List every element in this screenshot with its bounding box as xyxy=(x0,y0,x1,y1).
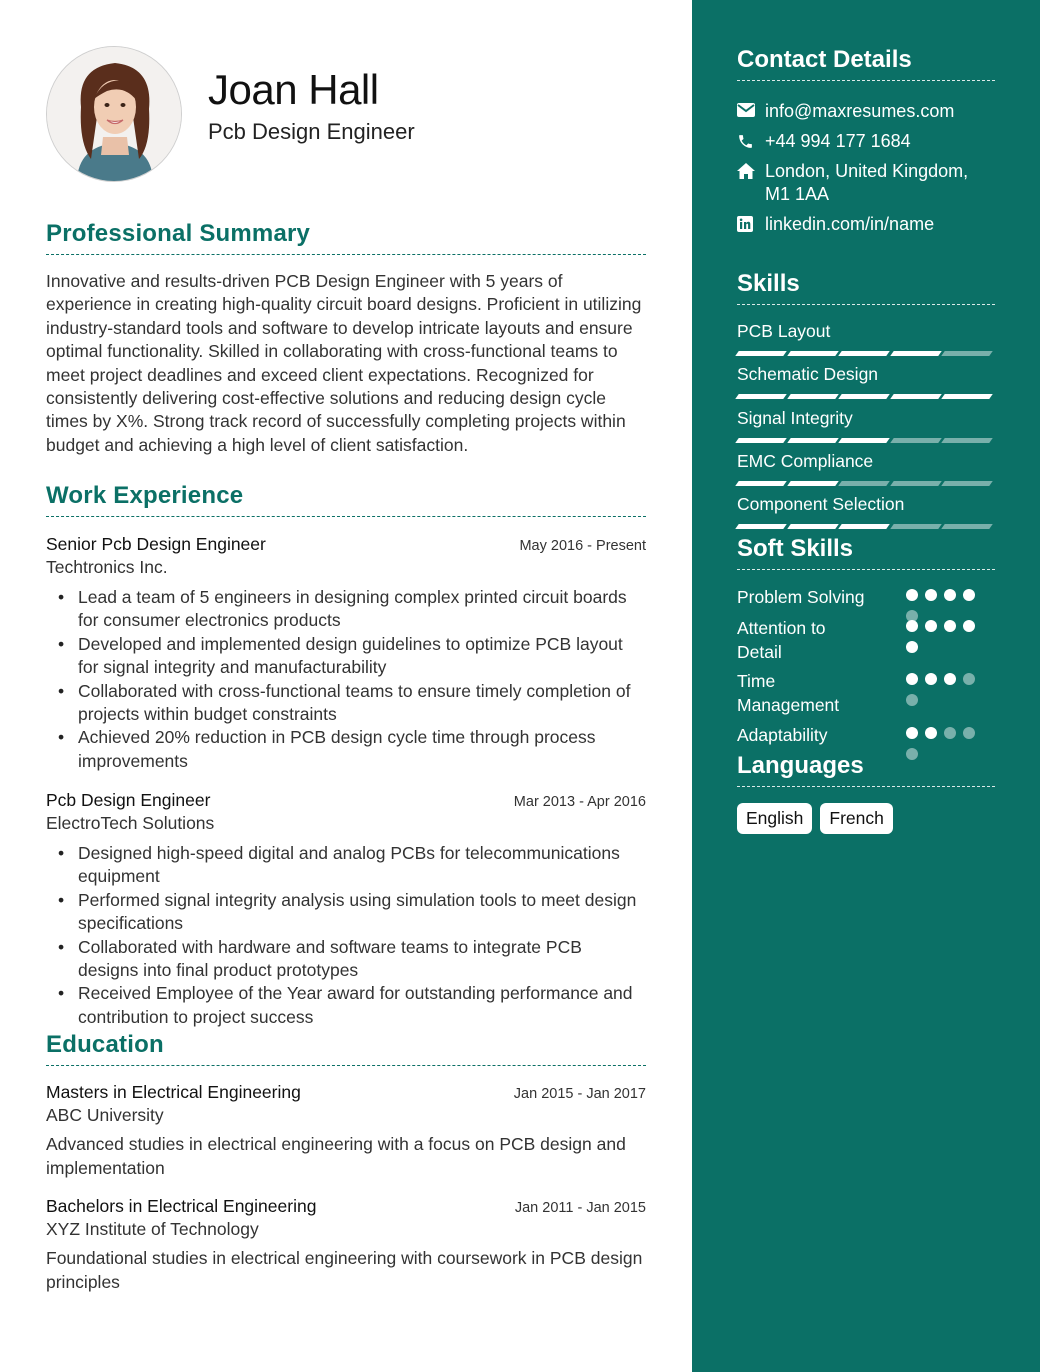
email-text[interactable]: info@maxresumes.com xyxy=(765,101,955,121)
soft-skill-dot xyxy=(906,641,918,653)
soft-skill-dot xyxy=(944,620,956,632)
skill-level-bar xyxy=(787,394,838,399)
soft-skill-dot xyxy=(925,727,937,739)
summary-heading: Professional Summary xyxy=(46,220,646,255)
phone-icon xyxy=(737,130,765,150)
skill-level-bar xyxy=(787,351,838,356)
bullet-item: • Received Employee of the Year award for outstanding performance and contribution to project success xyxy=(46,982,646,1029)
skill-level-bar xyxy=(735,394,786,399)
skill-level-bar xyxy=(890,394,941,399)
soft-skill-dot xyxy=(906,727,918,739)
skill-level-bars xyxy=(737,394,997,399)
skill-level-bar xyxy=(890,351,941,356)
soft-skill-name: Adaptability xyxy=(737,725,828,745)
linkedin-icon xyxy=(737,213,765,232)
skill-level-bar xyxy=(890,438,941,443)
soft-skills-heading: Soft Skills xyxy=(737,535,995,570)
education-description: Foundational studies in electrical engineering with coursework in PCB design principles xyxy=(46,1248,643,1292)
job-date: May 2016 - Present xyxy=(519,538,646,554)
languages-heading: Languages xyxy=(737,752,995,787)
bullet-item: • Developed and implemented design guidelines to optimize PCB layout for signal integrity and manufacturability xyxy=(46,633,646,680)
soft-skill-dot xyxy=(963,589,975,601)
skill-level-bar xyxy=(735,481,786,486)
degree-name: Masters in Electrical Engineering xyxy=(46,1082,301,1102)
contact-linkedin xyxy=(737,213,997,236)
home-icon xyxy=(737,160,765,179)
school-name: ABC University xyxy=(46,1105,164,1125)
skill-level-bar xyxy=(787,524,838,529)
skill-level-bar xyxy=(941,438,992,443)
soft-skill-dot xyxy=(963,673,975,685)
skill-level-bar xyxy=(941,481,992,486)
skill-level-bars xyxy=(737,524,997,529)
soft-skill-item xyxy=(737,669,1007,717)
bullet-item: • Achieved 20% reduction in PCB design cycle time through process improvements xyxy=(46,726,646,773)
job-bullets xyxy=(46,586,646,773)
job-bullets xyxy=(46,842,646,1029)
skill-item xyxy=(737,364,997,399)
soft-skill-item xyxy=(737,723,1007,747)
soft-skill-dot xyxy=(944,589,956,601)
skill-level-bar xyxy=(941,524,992,529)
experience-heading: Work Experience xyxy=(46,482,646,517)
soft-skill-dot xyxy=(963,727,975,739)
soft-skill-dot xyxy=(925,620,937,632)
job-title: Senior Pcb Design Engineer xyxy=(46,534,266,554)
skill-item xyxy=(737,494,997,529)
skill-name: PCB Layout xyxy=(737,321,831,341)
skill-level-bar xyxy=(890,481,941,486)
education-date: Jan 2011 - Jan 2015 xyxy=(514,1200,646,1216)
bullet-item: • Collaborated with cross-functional teams to ensure timely completion of projects within budget constraints xyxy=(46,680,646,727)
soft-skill-dot xyxy=(906,589,918,601)
avatar-illustration xyxy=(47,47,182,182)
phone-text: +44 994 177 1684 xyxy=(765,131,911,151)
contact-heading: Contact Details xyxy=(737,46,995,81)
skill-level-bar xyxy=(838,438,889,443)
education-date: Jan 2015 - Jan 2017 xyxy=(513,1086,646,1102)
skill-level-bar xyxy=(941,351,992,356)
experience-item xyxy=(46,534,646,773)
company-name: Techtronics Inc. xyxy=(46,557,168,577)
contact-address xyxy=(737,160,997,206)
summary-text: Innovative and results-driven PCB Design Engineer with 5 years of experience in creating high-quality circuit board designs. Proficient in utilizing industry-standard tools and software to develop intricate layouts and ensure optimal functionality. Skilled in collaborating with cross-functional teams to meet project deadlines and exceed client expectations. Recognized for consistently delivering cost-effective solutions and reducing design cycle times by X%. Strong track record of successfully completing projects within budget and achieving a high level of client satisfaction. xyxy=(46,271,642,455)
degree-name: Bachelors in Electrical Engineering xyxy=(46,1196,317,1216)
soft-skill-dot xyxy=(906,620,918,632)
skill-level-bar xyxy=(890,524,941,529)
address-text: London, United Kingdom, M1 1AA xyxy=(765,161,969,204)
skill-item xyxy=(737,451,997,486)
school-name: XYZ Institute of Technology xyxy=(46,1219,259,1239)
skill-level-bar xyxy=(735,438,786,443)
bullet-item: • Designed high-speed digital and analog PCBs for telecommunications equipment xyxy=(46,842,646,889)
candidate-title: Pcb Design Engineer xyxy=(208,119,415,144)
candidate-name: Joan Hall xyxy=(208,66,379,113)
skill-name: EMC Compliance xyxy=(737,451,874,471)
skill-level-bar xyxy=(838,524,889,529)
skill-item xyxy=(737,321,997,356)
job-date: Mar 2013 - Apr 2016 xyxy=(513,794,646,810)
education-item xyxy=(46,1082,646,1180)
soft-skill-dot xyxy=(944,673,956,685)
skill-level-bar xyxy=(838,394,889,399)
language-badge: English xyxy=(737,803,812,834)
bullet-item: • Collaborated with hardware and software teams to integrate PCB designs into final product prototypes xyxy=(46,936,646,983)
soft-skill-dot xyxy=(925,589,937,601)
soft-skill-dot xyxy=(963,620,975,632)
contact-phone xyxy=(737,130,997,153)
language-list xyxy=(737,803,893,834)
skill-level-bars xyxy=(737,351,997,356)
soft-skill-dots xyxy=(906,673,978,706)
skill-level-bar xyxy=(735,524,786,529)
skill-level-bar xyxy=(735,351,786,356)
skill-name: Component Selection xyxy=(737,494,905,514)
experience-item xyxy=(46,790,646,1029)
bullet-item: • Lead a team of 5 engineers in designing complex printed circuit boards for consumer electronics products xyxy=(46,586,646,633)
skill-name: Schematic Design xyxy=(737,364,879,384)
skill-level-bar xyxy=(787,481,838,486)
soft-skill-dot xyxy=(906,673,918,685)
linkedin-text[interactable]: linkedin.com/in/name xyxy=(765,214,935,234)
skill-item xyxy=(737,408,997,443)
education-heading: Education xyxy=(46,1031,646,1066)
job-title: Pcb Design Engineer xyxy=(46,790,211,810)
soft-skill-name: Time Management xyxy=(737,671,840,715)
soft-skill-dot xyxy=(906,694,918,706)
skill-level-bar xyxy=(838,351,889,356)
company-name: ElectroTech Solutions xyxy=(46,813,215,833)
soft-skill-item xyxy=(737,585,1007,609)
skill-level-bar xyxy=(838,481,889,486)
skill-name: Signal Integrity xyxy=(737,408,853,428)
soft-skill-name: Attention to Detail xyxy=(737,618,826,662)
skills-heading: Skills xyxy=(737,270,995,305)
bullet-item: • Performed signal integrity analysis using simulation tools to meet design specifications xyxy=(46,889,646,936)
education-description: Advanced studies in electrical engineering with a focus on PCB design and implementation xyxy=(46,1134,626,1178)
sidebar xyxy=(692,0,1040,1372)
soft-skill-item xyxy=(737,616,1007,664)
contact-email xyxy=(737,100,997,123)
language-badge: French xyxy=(820,803,892,834)
soft-skill-dots xyxy=(906,620,978,653)
soft-skill-dot xyxy=(944,727,956,739)
soft-skill-name: Problem Solving xyxy=(737,587,865,607)
profile-photo xyxy=(46,46,182,182)
soft-skill-dot xyxy=(925,673,937,685)
education-item xyxy=(46,1196,646,1294)
skill-level-bar xyxy=(787,438,838,443)
skill-level-bar xyxy=(941,394,992,399)
skill-level-bars xyxy=(737,438,997,443)
skill-level-bars xyxy=(737,481,997,486)
envelope-icon xyxy=(737,100,765,117)
